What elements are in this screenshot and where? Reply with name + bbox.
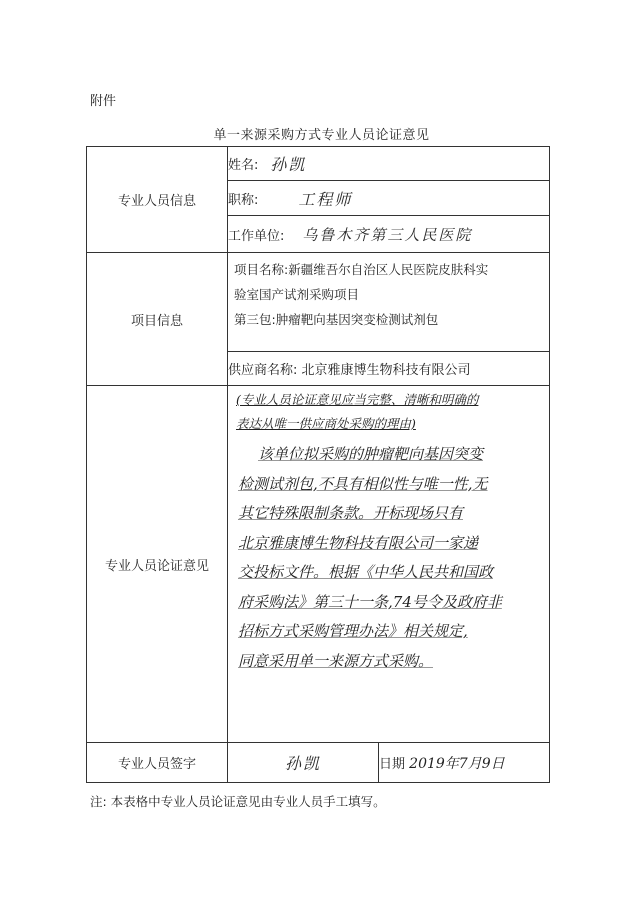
title-row bbox=[228, 181, 550, 216]
opinion-hint-line1: (专业人员论证意见应当完整、清晰和明确的 bbox=[236, 392, 479, 407]
org-row bbox=[228, 216, 550, 253]
supplier-row bbox=[228, 352, 550, 386]
date-cell bbox=[379, 743, 550, 783]
footer-note: 注: 本表格中专业人员论证意见由专业人员手工填写。 bbox=[90, 794, 386, 809]
expert-opinion-form bbox=[86, 146, 550, 783]
date-label: 日期 bbox=[379, 756, 406, 772]
attachment-label: 附件 bbox=[90, 94, 117, 109]
org-label: 工作单位: bbox=[228, 228, 285, 244]
opinion-line: 招标方式采购管理办法》相关规定, bbox=[238, 622, 468, 640]
org-handwritten: 乌鲁木齐第三人民医院 bbox=[302, 225, 473, 244]
opinion-line: 交投标文件。根据《中华人民共和国政 bbox=[238, 563, 494, 581]
opinion-line: 同意采用单一来源方式采购。 bbox=[238, 651, 434, 670]
project-name-line1: 项目名称:新疆维吾尔自治区人民医院皮肤科实 bbox=[234, 262, 489, 277]
document-title: 单一来源采购方式专业人员论证意见 bbox=[213, 128, 430, 143]
project-name-line2: 验室国产试剂采购项目 bbox=[234, 287, 360, 302]
expert-info-label: 专业人员信息 bbox=[87, 147, 228, 253]
project-package: 第三包:肿瘤靶向基因突变检测试剂包 bbox=[234, 312, 439, 327]
name-row bbox=[228, 147, 550, 181]
opinion-line: 检测试剂包,不具有相似性与唯一性,无 bbox=[238, 474, 488, 493]
signature-handwritten: 孙凯 bbox=[284, 754, 321, 773]
title-label: 职称: bbox=[228, 192, 259, 208]
opinion-line: 北京雅康博生物科技有限公司一家递 bbox=[238, 533, 479, 552]
supplier-text: 供应商名称: 北京雅康博生物科技有限公司 bbox=[228, 363, 471, 378]
opinion-content bbox=[228, 386, 550, 743]
opinion-line: 其它特殊限制条款。开标现场只有 bbox=[238, 504, 464, 522]
name-handwritten: 孙凯 bbox=[270, 155, 307, 174]
signature-cell bbox=[228, 743, 379, 783]
opinion-line: 该单位拟采购的肿瘤靶向基因突变 bbox=[258, 445, 484, 463]
title-handwritten: 工程师 bbox=[298, 189, 353, 209]
opinion-hint-line2: 表达从唯一供应商处采购的理由) bbox=[236, 416, 416, 431]
project-info-label: 项目信息 bbox=[87, 253, 228, 386]
opinion-handwritten bbox=[228, 436, 549, 676]
signature-label: 专业人员签字 bbox=[87, 743, 228, 783]
project-details bbox=[228, 253, 550, 352]
date-handwritten: 2019年7月9日 bbox=[409, 755, 505, 772]
name-label: 姓名: bbox=[228, 158, 259, 173]
opinion-line: 府采购法》第三十一条,74号令及政府非 bbox=[238, 592, 502, 611]
opinion-label: 专业人员论证意见 bbox=[87, 386, 228, 743]
